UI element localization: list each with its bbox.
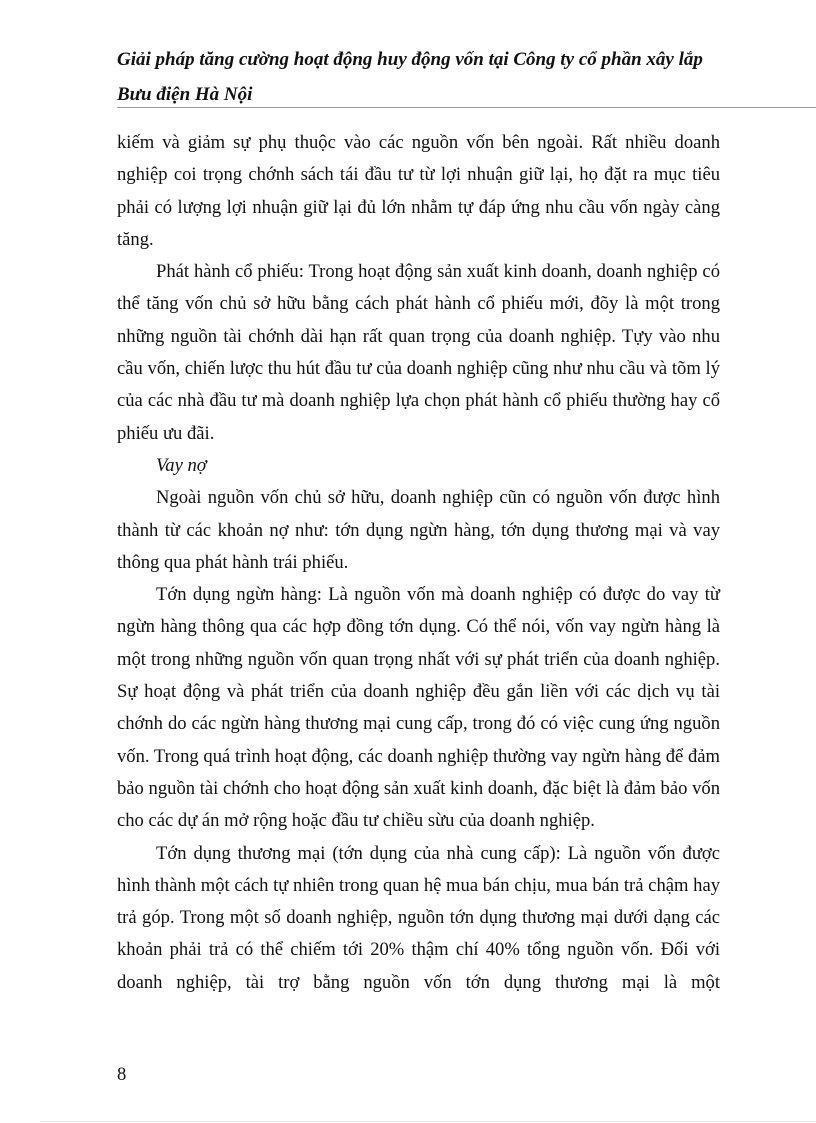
header-divider bbox=[117, 107, 816, 108]
running-header bbox=[117, 42, 717, 112]
paragraph-stock-issuance: Phát hành cổ phiếu: Trong hoạt động sản xuất kinh doanh, doanh nghiệp có thể tăng vốn chủ sở hữu bằng cách phát hành cổ phiếu mới, đõy là một trong những nguồn tài chớnh dài hạn rất quan trọng của doanh nghiệp. Tựy vào nhu cầu vốn, chiến lược thu hút đầu tư của doanh nghiệp cũng như nhu cầu và tõm lý của các nhà đầu tư mà doanh nghiệp lựa chọn phát hành cổ phiếu thường hay cổ phiếu ưu đãi. bbox=[117, 261, 720, 444]
paragraph-trade-credit: Tớn dụng thương mại (tớn dụng của nhà cung cấp): Là nguồn vốn được hình thành một cách tự nhiên trong quan hệ mua bán chịu, mua bán trả chậm hay trả góp. Trong một số doanh nghiệp, nguồn tớn dụng thương mại dưới dạng các khoản phải trả có thể chiếm tới 20% thậm chí 40% tổng nguồn vốn. Đối với doanh nghiệp, tài trợ bằng nguồn vốn tớn dụng thương mại là một bbox=[117, 842, 720, 993]
paragraph-bank-credit: Tớn dụng ngừn hàng: Là nguồn vốn mà doanh nghiệp có được do vay từ ngừn hàng thông qua các hợp đồng tớn dụng. Có thể nói, vốn vay ngừn hàng là một trong những nguồn vốn quan trọng nhất với sự phát triển của doanh nghiệp. Sự hoạt động và phát triển của doanh nghiệp đều gắn liền với các dịch vụ tài chớnh do các ngừn hàng thương mại cung cấp, trong đó có việc cung ứng nguồn vốn. Trong quá trình hoạt động, các doanh nghiệp thường vay ngừn hàng để đảm bảo nguồn tài chớnh cho hoạt động sản xuất kinh doanh, đặc biệt là đảm bảo vốn cho các dự án mở rộng hoặc đầu tư chiều sừu của doanh nghiệp. bbox=[117, 584, 720, 832]
footer-divider bbox=[40, 1121, 816, 1122]
header-title: Giải pháp tăng cường hoạt động huy động vốn tại Công ty cổ phần xây lắp Bưu điện Hà Nội bbox=[117, 49, 703, 105]
paragraph-debt-sources: Ngoài nguồn vốn chủ sở hữu, doanh nghiệp cũn có nguồn vốn được hình thành từ các khoản nợ như: tớn dụng ngừn hàng, tớn dụng thương mại và vay thông qua phát hành trái phiếu. bbox=[117, 487, 720, 573]
paragraph-continuation: kiếm và giảm sự phụ thuộc vào các nguồn vốn bên ngoài. Rất nhiều doanh nghiệp coi trọng chớnh sách tái đầu tư từ lợi nhuận giữ lại, họ đặt ra mục tiêu phải có lượng lợi nhuận giữ lại đủ lớn nhằm tự đáp ứng nhu cầu vốn ngày càng tăng. bbox=[117, 132, 720, 250]
document-body bbox=[117, 127, 720, 999]
page-number: 8 bbox=[117, 1064, 127, 1085]
section-subheading: Vay nợ bbox=[156, 454, 207, 476]
